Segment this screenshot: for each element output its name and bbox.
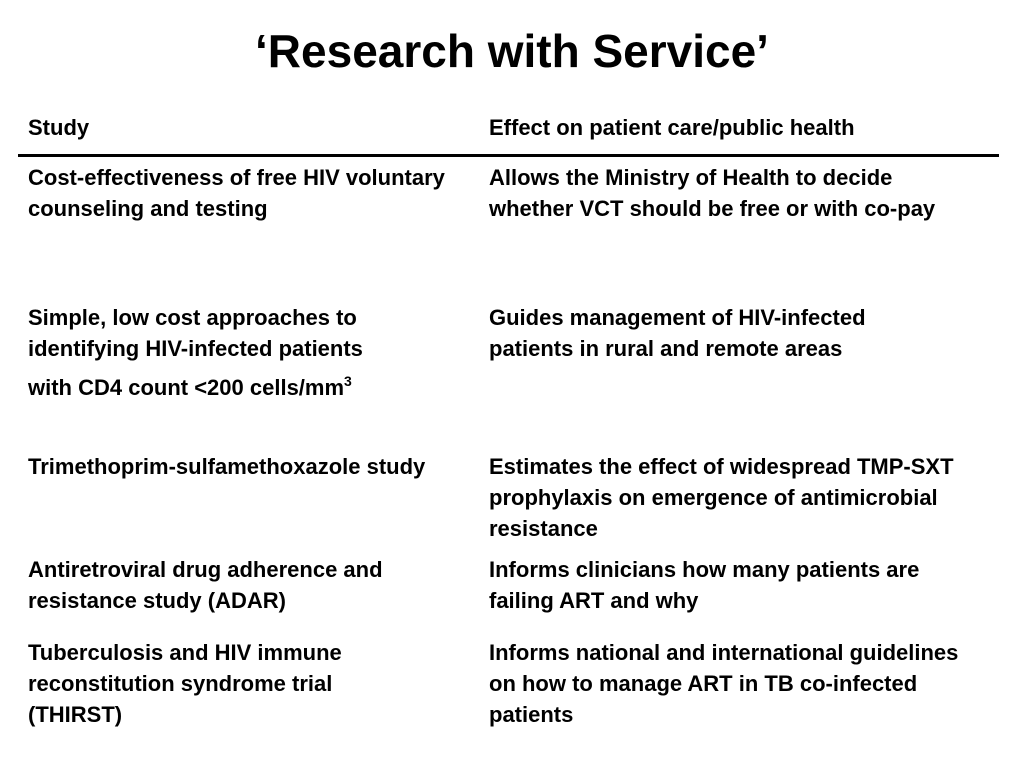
- row-4-effect: Informs clinicians how many patients are failing ART and why: [489, 557, 920, 613]
- row-3-effect: Estimates the effect of widespread TMP-SXT prophylaxis on emergence of antimicrobial resistance: [489, 454, 954, 541]
- row-5-effect: Informs national and international guidelines on how to manage ART in TB co-infected patients: [489, 640, 959, 727]
- row-1-effect: Allows the Ministry of Health to decide whether VCT should be free or with co-pay: [489, 165, 936, 221]
- row-2-study-line3: [28, 372, 438, 403]
- row-3-study: Trimethoprim-sulfamethoxazole study: [28, 454, 426, 479]
- row-1-study: Cost-effectiveness of free HIV voluntary counseling and testing: [28, 165, 445, 221]
- row-5-study: Tuberculosis and HIV immune reconstitution syndrome trial (THIRST): [28, 640, 342, 727]
- row-2-study-text: Simple, low cost approaches to identifying HIV-infected patients: [28, 305, 363, 361]
- row-2-study-line3-text: with CD4 count <200 cells/mm: [28, 375, 345, 400]
- header-study: Study: [28, 115, 90, 140]
- superscript: 3: [344, 373, 352, 389]
- header-divider: [18, 154, 999, 157]
- row-2-effect: Guides management of HIV-infected patients in rural and remote areas: [489, 305, 866, 361]
- header-effect: Effect on patient care/public health: [489, 115, 855, 140]
- row-2-study: [28, 302, 438, 403]
- row-4-study: Antiretroviral drug adherence and resistance study (ADAR): [28, 557, 383, 613]
- slide-title: ‘Research with Service’: [255, 25, 769, 77]
